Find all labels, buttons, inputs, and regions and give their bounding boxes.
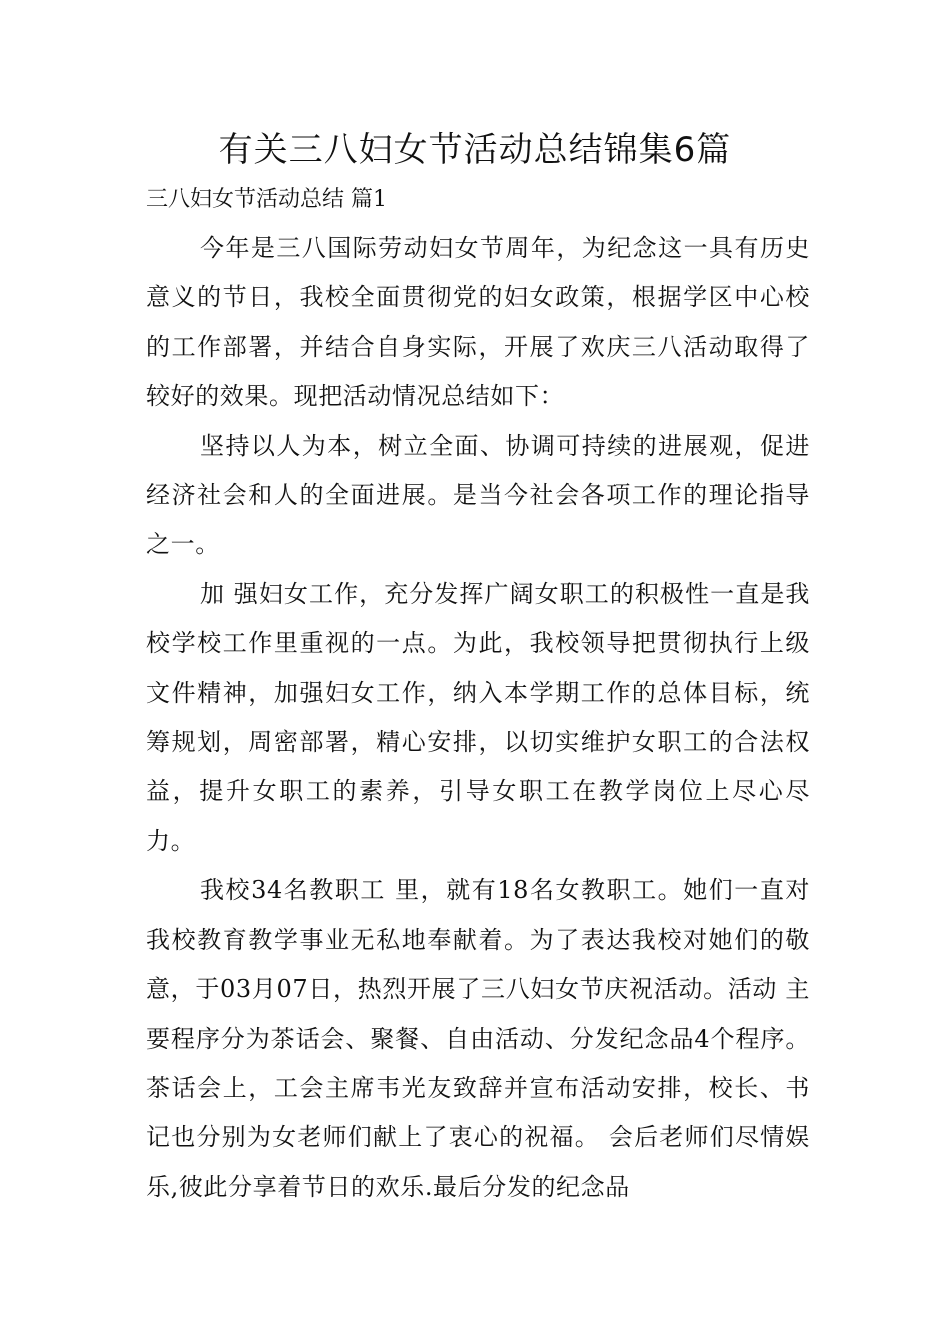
paragraph-2: 坚持以人为本，树立全面、协调可持续的进展观，促进经济社会和人的全面进展。是当今社会各项工作的理论指导之一。 bbox=[146, 431, 810, 559]
paragraph-3: 加 强妇女工作，充分发挥广阔女职工的积极性一直是我校学校工作里重视的一点。为此，我校领导把贯彻执行上级文件精神，加强妇女工作，纳入本学期工作的总体目标，统筹规划，周密部署，精心安排，以切实维护女职工的合法权益，提升女职工的素养，引导女职工在教学岗位上尽心尽力。 bbox=[146, 579, 810, 855]
document-body bbox=[146, 224, 810, 1212]
document-title: 有关三八妇女节活动总结锦集6篇 bbox=[218, 130, 732, 170]
section-heading: 三八妇女节活动总结 篇1 bbox=[146, 187, 387, 212]
paragraph-1: 今年是三八国际劳动妇女节周年，为纪念这一具有历史意义的节日，我校全面贯彻党的妇女政策，根据学区中心校的工作部署，并结合自身实际，开展了欢庆三八活动取得了较好的效果。现把活动情况总结如下： bbox=[146, 234, 810, 411]
paragraph-4: 我校34名教职工 里，就有18名女教职工。她们一直对我校教育教学事业无私地奉献着。为了表达我校对她们的敬意，于03月07日，热烈开展了三八妇女节庆祝活动。活动 主要程序分为茶话会、聚餐、自由活动、分发纪念品4个程序。茶话会上，工会主席韦光友致辞并宣布活动安排，校长、书记也分别为女老师们献上了衷心的祝福。 会后老师们尽情娱乐,彼此分享着节日的欢乐.最后分发的纪念品 bbox=[146, 876, 810, 1201]
